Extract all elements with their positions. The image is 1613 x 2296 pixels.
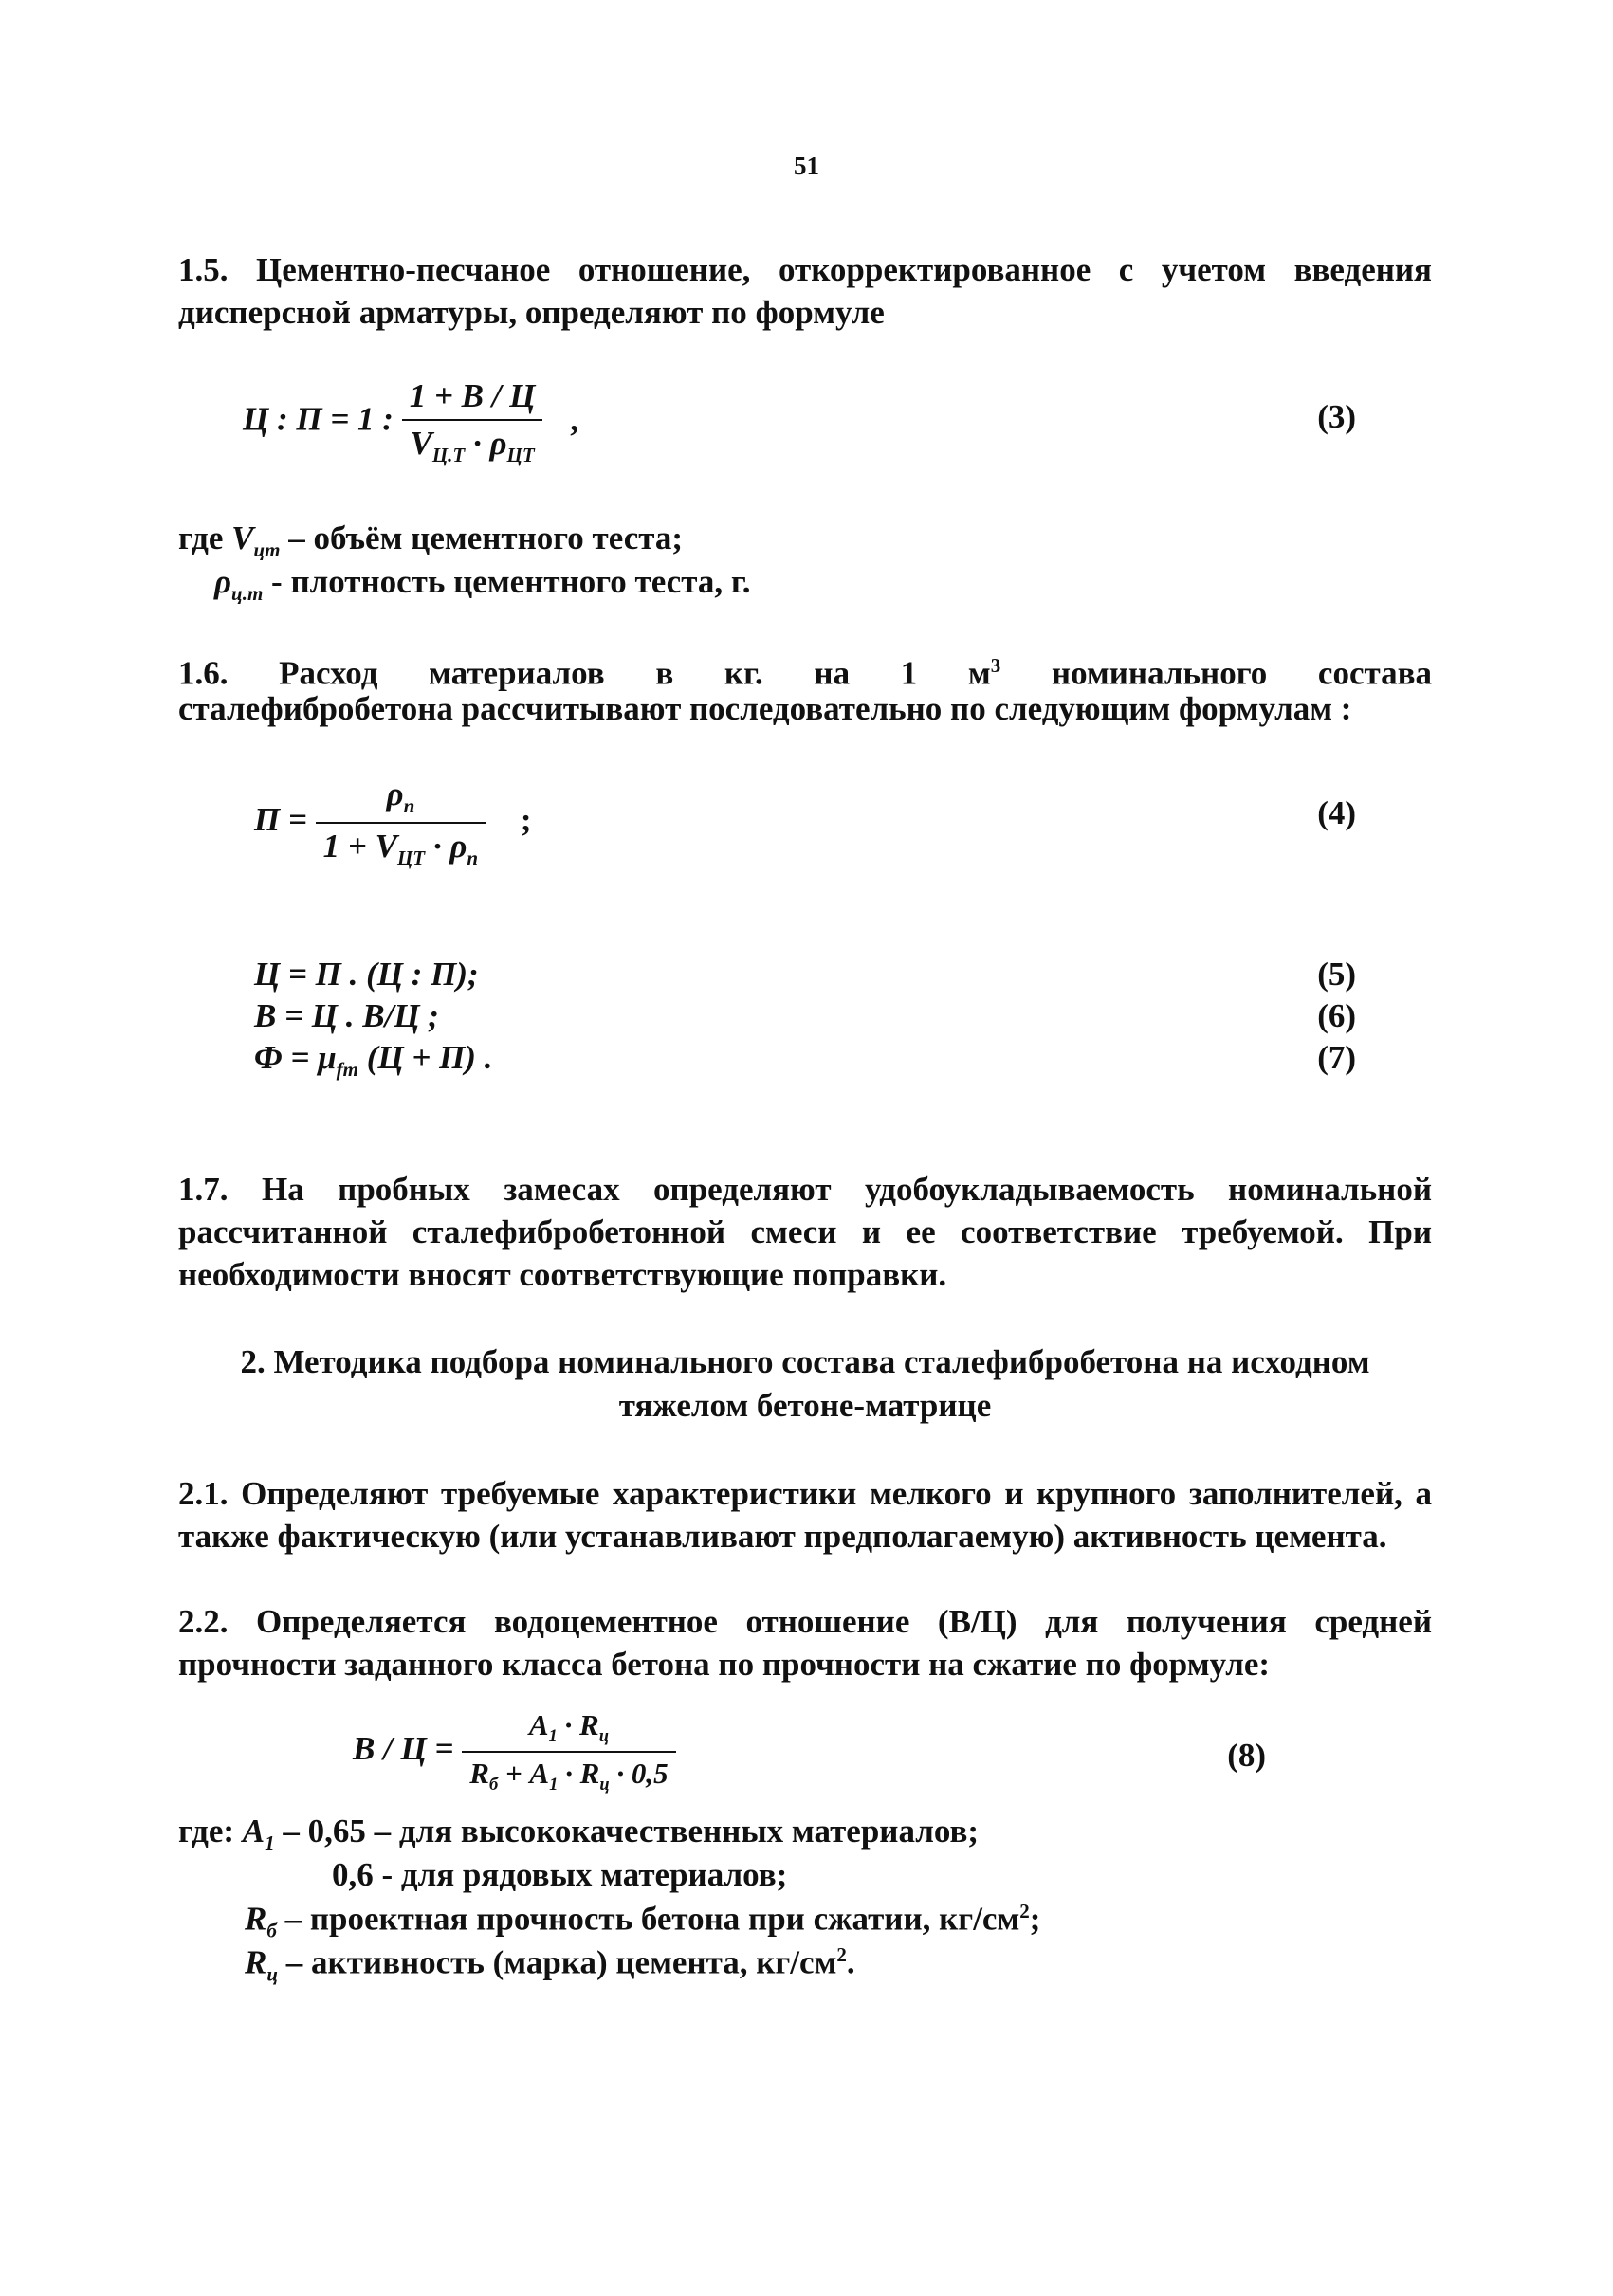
where2-symbol: ρ xyxy=(214,563,232,600)
formula-3-comma: , xyxy=(570,400,578,438)
formula-8-den-tail: · 0,5 xyxy=(609,1757,669,1791)
legend-a1-sub: 1 xyxy=(265,1831,275,1854)
formula-4 xyxy=(254,775,532,870)
legend-a1-symbol: A xyxy=(242,1813,266,1850)
p1-6-after: номинального состава xyxy=(1000,654,1432,692)
where2-symbol-sub: ц.т xyxy=(231,582,264,605)
formula-3-fraction xyxy=(402,377,543,467)
formula-4-den-dot: · xyxy=(425,828,450,865)
formula-4-num-rho-sub: п xyxy=(403,794,415,817)
formula-8-denominator xyxy=(462,1753,675,1795)
legend-rc-symbol: R xyxy=(245,1943,267,1981)
formula-3-lhs: Ц : П = 1 : xyxy=(243,400,394,438)
where-prefix: где xyxy=(178,519,232,556)
formula-4-fraction xyxy=(316,775,486,870)
formula-8-numerator xyxy=(462,1708,675,1753)
paragraph-1-6-line2: сталефибробетона рассчитывают последовательно по следующим формулам : xyxy=(178,690,1352,727)
formula-3-den-v-sub: Ц.Т xyxy=(431,444,466,466)
formula-8-num-a-sub: 1 xyxy=(548,1726,558,1747)
formula-6-number: (6) xyxy=(1317,997,1356,1034)
legend-prefix: где: xyxy=(178,1813,243,1850)
formula-8-den-plus: + xyxy=(498,1757,530,1791)
legend-ordinary-materials: 0,6 - для рядовых материалов; xyxy=(332,1856,788,1893)
formula-4-numerator xyxy=(316,775,486,824)
legend-rb-text: – проектная прочность бетона при сжатии, кг/см xyxy=(276,1900,1020,1938)
where2-text: - плотность цементного теста, г. xyxy=(263,563,751,600)
formula-8-den-a: A xyxy=(529,1757,550,1791)
legend-rc-text: – активность (марка) цемента, кг/см xyxy=(278,1943,837,1981)
formula-3-numerator: 1 + В / Ц xyxy=(402,377,543,421)
formula-8-den-r: R xyxy=(469,1757,489,1791)
legend-rc-end: . xyxy=(846,1943,855,1981)
formula-4-den-a-sub: ЦТ xyxy=(396,847,426,869)
paragraph-2-2: 2.2. Определяется водоцементное отношение (В/Ц) для получения средней прочности заданного класса бетона по прочности на сжатие по формуле: xyxy=(178,1603,1432,1683)
formula-4-den-rho-sub: п xyxy=(467,847,479,869)
paragraph-2-1: 2.1. Определяют требуемые характеристики мелкого и крупного заполнителей, а также фактическую (или устанавливают предполагаемую) активность цемента. xyxy=(178,1475,1432,1555)
where-cement-paste-volume xyxy=(178,519,683,562)
legend-rb-symbol: R xyxy=(245,1900,267,1938)
formula-3-den-v: V xyxy=(410,425,432,462)
formula-7-pre: Ф = μ xyxy=(254,1039,337,1076)
p1-6-sup: 3 xyxy=(990,654,1001,677)
legend-a1-text: – 0,65 – для высококачественных материалов; xyxy=(274,1813,980,1850)
legend-a1 xyxy=(178,1813,979,1855)
formula-6: В = Ц . В/Ц ; xyxy=(254,997,439,1034)
formula-8-den-dot: · xyxy=(558,1757,580,1791)
formula-3 xyxy=(243,377,578,467)
formula-7-post: (Ц + П) . xyxy=(358,1039,493,1076)
legend-rc-sub: ц xyxy=(266,1962,279,1986)
formula-8-num-r-sub: ц xyxy=(598,1726,610,1747)
paragraph-1-7: 1.7. На пробных замесах определяют удобоукладываемость номинальной рассчитанной сталефибробетонной смеси и ее соответствие требуемой. При необходимости вносят соответствующие поправки. xyxy=(178,1171,1432,1293)
formula-5-number: (5) xyxy=(1317,956,1356,993)
formula-3-den-rho-sub: ЦТ xyxy=(506,444,535,466)
where-cement-paste-density xyxy=(214,563,751,606)
formula-7 xyxy=(254,1039,492,1082)
legend-rb-sup: 2 xyxy=(1019,1900,1030,1922)
section-2-heading-line1: 2. Методика подбора номинального состава сталефибробетона на исходном xyxy=(240,1343,1370,1380)
formula-4-den-rho: ρ xyxy=(449,828,467,865)
formula-5: Ц = П . (Ц : П); xyxy=(254,956,479,993)
formula-8-num-dot: · xyxy=(557,1708,580,1741)
p1-6-before: 1.6. Расход материалов в кг. на 1 м xyxy=(178,654,991,692)
formula-8-den-rc-sub: ц xyxy=(599,1775,610,1795)
formula-3-den-dot: · xyxy=(465,425,490,462)
legend-rb-end: ; xyxy=(1029,1900,1041,1938)
formula-8-den-r-sub: б xyxy=(488,1775,499,1795)
formula-7-number: (7) xyxy=(1317,1039,1356,1076)
formula-4-number: (4) xyxy=(1317,794,1356,831)
legend-rb xyxy=(245,1900,1040,1943)
formula-4-semicolon: ; xyxy=(520,801,532,839)
formula-8 xyxy=(353,1708,676,1795)
formula-4-lhs: П = xyxy=(254,801,307,839)
where1-symbol-sub: цт xyxy=(253,538,281,561)
formula-8-num-a: A xyxy=(528,1708,549,1741)
formula-8-fraction xyxy=(462,1708,675,1795)
formula-3-number: (3) xyxy=(1317,398,1356,435)
formula-8-number: (8) xyxy=(1227,1737,1266,1774)
formula-4-num-rho: ρ xyxy=(386,775,404,812)
formula-3-denominator xyxy=(402,421,543,467)
formula-8-den-a-sub: 1 xyxy=(549,1775,559,1795)
formula-4-denominator xyxy=(316,824,486,870)
formula-8-num-r: R xyxy=(579,1708,599,1741)
formula-8-lhs: В / Ц = xyxy=(353,1730,454,1768)
formula-7-sub: fm xyxy=(336,1058,358,1081)
paragraph-1-5: 1.5. Цементно-песчаное отношение, откорректированное с учетом введения дисперсной арматуры, определяют по формуле xyxy=(178,251,1432,331)
section-2-heading-line2: тяжелом бетоне-матрице xyxy=(618,1387,992,1424)
page-number: 51 xyxy=(794,152,819,180)
legend-rb-sub: б xyxy=(266,1919,277,1942)
where1-text: – объём цементного теста; xyxy=(280,519,684,556)
formula-3-den-rho: ρ xyxy=(489,425,507,462)
formula-4-den-a: 1 + V xyxy=(322,828,397,865)
where1-symbol: V xyxy=(231,519,254,556)
legend-rc xyxy=(245,1943,855,1987)
legend-rc-sup: 2 xyxy=(836,1943,847,1966)
formula-8-den-rc: R xyxy=(579,1757,600,1791)
